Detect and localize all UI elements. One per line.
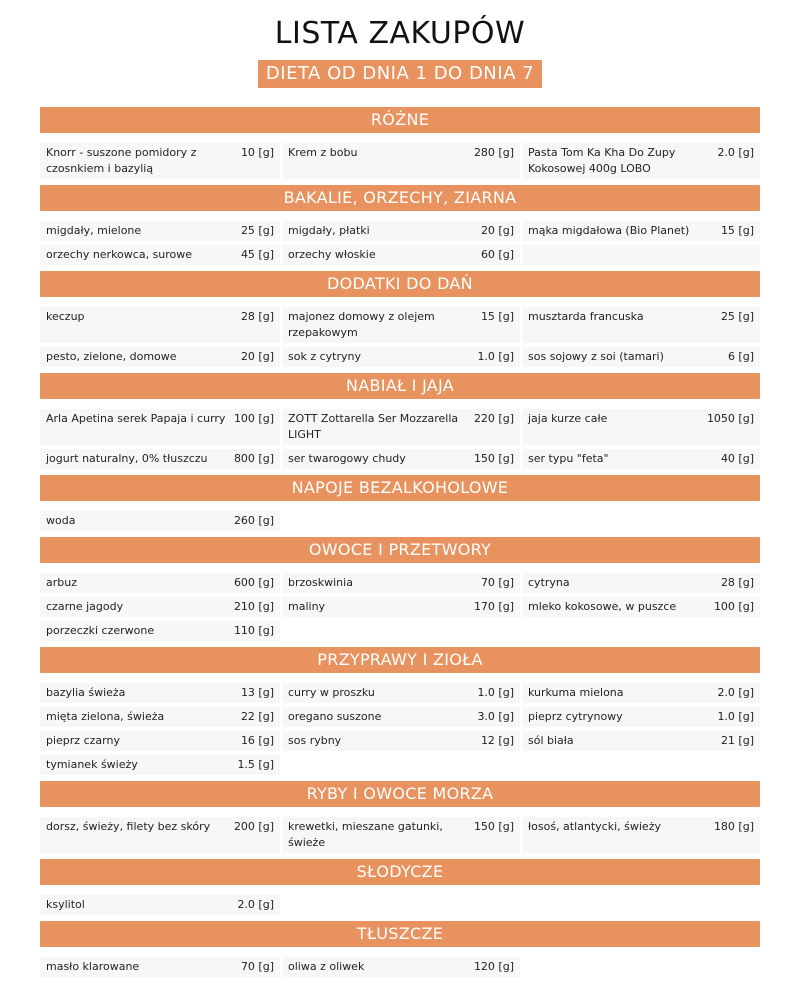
item-name: sok z cytryny [288, 350, 361, 363]
list-item [40, 245, 280, 265]
item-row [40, 755, 760, 775]
section-header: NABIAŁ I JAJA [40, 373, 760, 399]
list-item [40, 707, 280, 727]
item-amount: 10 [g] [240, 146, 274, 159]
item-row [40, 143, 760, 179]
item-row [40, 573, 760, 593]
list-item [520, 449, 760, 469]
section [40, 271, 760, 373]
item-name: musztarda francuska [528, 310, 644, 323]
list-item [520, 143, 760, 179]
item-amount: 28 [g] [240, 310, 274, 323]
item-amount: 40 [g] [720, 452, 754, 465]
section [40, 475, 760, 537]
item-name: oliwa z oliwek [288, 960, 365, 973]
item-amount: 1050 [g] [706, 412, 754, 425]
list-item [40, 409, 280, 445]
item-amount: 16 [g] [240, 734, 274, 747]
item-amount: 110 [g] [233, 624, 274, 637]
item-name: maliny [288, 600, 326, 613]
item-row [40, 707, 760, 727]
list-item [280, 307, 520, 343]
item-name: sos sojowy z soi (tamari) [528, 350, 664, 363]
item-name: krewetki, mieszane gatunki, świeże [288, 820, 443, 849]
list-item [40, 895, 280, 915]
item-name: migdały, mielone [46, 224, 142, 237]
item-amount: 15 [g] [720, 224, 754, 237]
item-row [40, 895, 760, 915]
list-item [40, 755, 280, 775]
section-header: DODATKI DO DAŃ [40, 271, 760, 297]
item-amount: 100 [g] [713, 600, 754, 613]
list-item [280, 683, 520, 703]
section-header: OWOCE I PRZETWORY [40, 537, 760, 563]
list-item [40, 597, 280, 617]
list-item [40, 817, 280, 853]
item-name: czarne jagody [46, 600, 124, 613]
list-item [280, 245, 520, 265]
item-name: ser typu "feta" [528, 452, 609, 465]
item-amount: 220 [g] [473, 412, 514, 425]
list-item [40, 573, 280, 593]
item-amount: 70 [g] [480, 576, 514, 589]
item-name: masło klarowane [46, 960, 140, 973]
item-row [40, 621, 760, 641]
item-name: orzechy włoskie [288, 248, 376, 261]
item-amount: 6 [g] [727, 350, 754, 363]
item-amount: 100 [g] [233, 412, 274, 425]
subtitle-wrap [0, 60, 800, 88]
list-item [280, 409, 520, 445]
item-name: mleko kokosowe, w puszce [528, 600, 677, 613]
list-item [40, 957, 280, 977]
item-row [40, 409, 760, 445]
item-amount: 260 [g] [233, 514, 274, 527]
list-item [40, 347, 280, 367]
list-item [280, 597, 520, 617]
section [40, 537, 760, 647]
list-item [40, 449, 280, 469]
section-header: TŁUSZCZE [40, 921, 760, 947]
item-amount: 1.0 [g] [477, 686, 514, 699]
item-name: kurkuma mielona [528, 686, 624, 699]
item-name: jaja kurze całe [528, 412, 608, 425]
item-amount: 21 [g] [720, 734, 754, 747]
list-item [280, 573, 520, 593]
item-row [40, 597, 760, 617]
item-name: porzeczki czerwone [46, 624, 155, 637]
item-amount: 12 [g] [480, 734, 514, 747]
item-amount: 180 [g] [713, 820, 754, 833]
item-name: dorsz, świeży, filety bez skóry [46, 820, 211, 833]
item-amount: 2.0 [g] [717, 146, 754, 159]
item-name: Arla Apetina serek Papaja i curry [46, 412, 226, 425]
item-name: keczup [46, 310, 85, 323]
section [40, 921, 760, 983]
item-name: pieprz czarny [46, 734, 120, 747]
item-name: orzechy nerkowca, surowe [46, 248, 193, 261]
item-amount: 170 [g] [473, 600, 514, 613]
item-name: sól biała [528, 734, 574, 747]
item-amount: 600 [g] [233, 576, 274, 589]
item-name: ser twarogowy chudy [288, 452, 406, 465]
list-item [520, 731, 760, 751]
item-amount: 2.0 [g] [237, 898, 274, 911]
list-item [280, 707, 520, 727]
item-name: jogurt naturalny, 0% tłuszczu [46, 452, 208, 465]
section [40, 373, 760, 475]
item-amount: 1.0 [g] [717, 710, 754, 723]
item-amount: 28 [g] [720, 576, 754, 589]
item-amount: 3.0 [g] [477, 710, 514, 723]
list-item [40, 511, 280, 531]
item-amount: 150 [g] [473, 820, 514, 833]
item-name: arbuz [46, 576, 77, 589]
item-amount: 20 [g] [240, 350, 274, 363]
list-item [280, 221, 520, 241]
list-item [520, 573, 760, 593]
item-name: migdały, płatki [288, 224, 370, 237]
list-item [520, 597, 760, 617]
list-item [520, 307, 760, 343]
item-name: mąka migdałowa (Bio Planet) [528, 224, 690, 237]
item-name: bazylia świeża [46, 686, 126, 699]
section-header: PRZYPRAWY I ZIOŁA [40, 647, 760, 673]
list-item [40, 731, 280, 751]
item-name: Pasta Tom Ka Kha Do Zupy Kokosowej 400g LOBO [528, 146, 676, 175]
item-amount: 15 [g] [480, 310, 514, 323]
list-item [520, 409, 760, 445]
list-item [40, 621, 280, 641]
item-name: pesto, zielone, domowe [46, 350, 177, 363]
item-name: majonez domowy z olejem rzepakowym [288, 310, 435, 339]
item-name: mięta zielona, świeża [46, 710, 165, 723]
section [40, 107, 760, 185]
item-name: woda [46, 514, 76, 527]
item-name: łosoś, atlantycki, świeży [528, 820, 661, 833]
shopping-sections [40, 107, 760, 983]
list-item [280, 143, 520, 179]
item-amount: 70 [g] [240, 960, 274, 973]
section-header: RYBY I OWOCE MORZA [40, 781, 760, 807]
item-name: ksylitol [46, 898, 85, 911]
item-amount: 25 [g] [720, 310, 754, 323]
item-row [40, 817, 760, 853]
item-name: curry w proszku [288, 686, 375, 699]
page-title: LISTA ZAKUPÓW [274, 16, 526, 51]
item-row [40, 511, 760, 531]
item-amount: 120 [g] [473, 960, 514, 973]
item-amount: 800 [g] [233, 452, 274, 465]
item-amount: 13 [g] [240, 686, 274, 699]
section [40, 647, 760, 781]
item-amount: 45 [g] [240, 248, 274, 261]
item-amount: 200 [g] [233, 820, 274, 833]
list-item [40, 221, 280, 241]
item-name: tymianek świeży [46, 758, 138, 771]
item-amount: 20 [g] [480, 224, 514, 237]
section [40, 185, 760, 271]
list-item [520, 683, 760, 703]
list-item [40, 143, 280, 179]
list-item [520, 221, 760, 241]
item-name: cytryna [528, 576, 570, 589]
item-row [40, 957, 760, 977]
list-item [280, 731, 520, 751]
list-item [280, 817, 520, 853]
list-item [520, 245, 760, 265]
item-name: Krem z bobu [288, 146, 358, 159]
item-name: brzoskwinia [288, 576, 353, 589]
item-row [40, 221, 760, 241]
item-amount: 210 [g] [233, 600, 274, 613]
section-header: RÓŻNE [40, 107, 760, 133]
item-name: oregano suszone [288, 710, 382, 723]
section-header: SŁODYCZE [40, 859, 760, 885]
section [40, 859, 760, 921]
item-amount: 1.0 [g] [477, 350, 514, 363]
item-amount: 22 [g] [240, 710, 274, 723]
list-item [280, 957, 520, 977]
list-item [280, 347, 520, 367]
item-name: ZOTT Zottarella Ser Mozzarella LIGHT [288, 412, 459, 441]
item-name: sos rybny [288, 734, 342, 747]
section [40, 781, 760, 859]
item-row [40, 245, 760, 265]
item-amount: 2.0 [g] [717, 686, 754, 699]
list-item [280, 449, 520, 469]
diet-range-badge: DIETA OD DNIA 1 DO DNIA 7 [258, 60, 542, 88]
item-row [40, 449, 760, 469]
item-name: pieprz cytrynowy [528, 710, 623, 723]
section-header: NAPOJE BEZALKOHOLOWE [40, 475, 760, 501]
list-item [520, 817, 760, 853]
item-amount: 1.5 [g] [237, 758, 274, 771]
list-item [520, 707, 760, 727]
item-row [40, 307, 760, 343]
item-name: Knorr - suszone pomidory z czosnkiem i bazylią [46, 146, 197, 175]
item-amount: 150 [g] [473, 452, 514, 465]
item-row [40, 347, 760, 367]
item-amount: 60 [g] [480, 248, 514, 261]
list-item [520, 347, 760, 367]
item-row [40, 731, 760, 751]
list-item [40, 307, 280, 343]
list-item [40, 683, 280, 703]
item-row [40, 683, 760, 703]
item-amount: 25 [g] [240, 224, 274, 237]
section-header: BAKALIE, ORZECHY, ZIARNA [40, 185, 760, 211]
item-amount: 280 [g] [473, 146, 514, 159]
